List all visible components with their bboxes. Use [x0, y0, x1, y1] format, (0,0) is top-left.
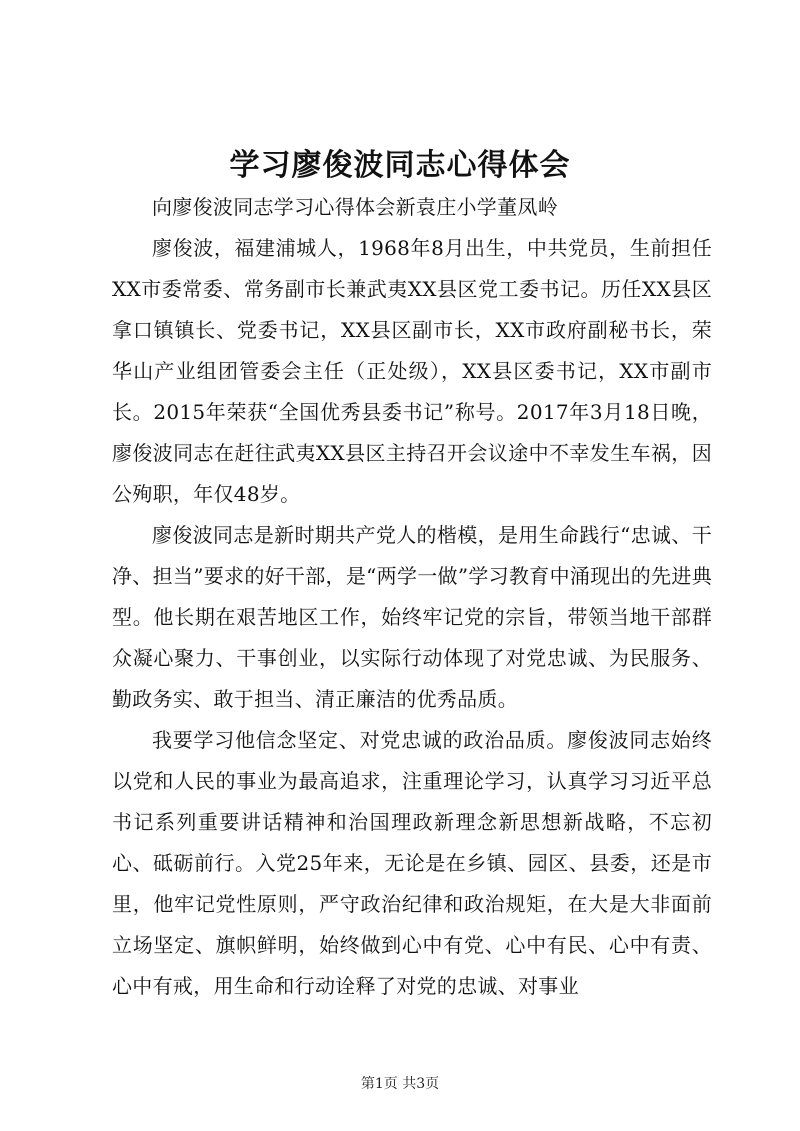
document-title: 学习廖俊波同志心得体会	[229, 148, 571, 183]
paragraph-model: 廖俊波同志是新时期共产党人的楷模，是用生命践行“忠诚、干净、担当”要求的好干部，是“两学一做”学习教育中涌现出的先进典型。他长期在艰苦地区工作，始终牢记党的宗旨，带领当地干部群众凝心聚力、干事创业，以实际行动体现了对党忠诚、为民服务、勤政务实、敢于担当、清正廉洁的优秀品质。	[112, 523, 712, 711]
paragraph-learning: 我要学习他信念坚定、对党忠诚的政治品质。廖俊波同志始终以党和人民的事业为最高追求，注重理论学习，认真学习习近平总书记系列重要讲话精神和治国理政新理念新思想新战略，不忘初心、砥砺前行。入党25年来，无论是在乡镇、园区、县委，还是市里，他牢记党性原则，严守政治纪律和政治规矩，在大是大非面前立场坚定、旗帜鲜明，始终做到心中有党、心中有民、心中有责、心中有戒，用生命和行动诠释了对党的忠诚、对事业	[112, 728, 712, 998]
document-body	[112, 187, 712, 1007]
paragraph-biography: 廖俊波，福建浦城人，1968年8月出生，中共党员，生前担任XX市委常委、常务副市长兼武夷XX县区党工委书记。历任XX县区拿口镇镇长、党委书记，XX县区副市长，XX市政府副秘书长，荣华山产业组团管委会主任（正处级），XX县区委书记，XX市副市长。2015年荣获“全国优秀县委书记”称号。2017年3月18日晚，廖俊波同志在赶往武夷XX县区主持召开会议途中不幸发生车祸，因公殉职，年仅48岁。	[112, 236, 712, 506]
subtitle-line: 向廖俊波同志学习心得体会新袁庄小学董凤岭	[152, 195, 558, 219]
page-footer: 第1页 共3页	[360, 1076, 440, 1092]
